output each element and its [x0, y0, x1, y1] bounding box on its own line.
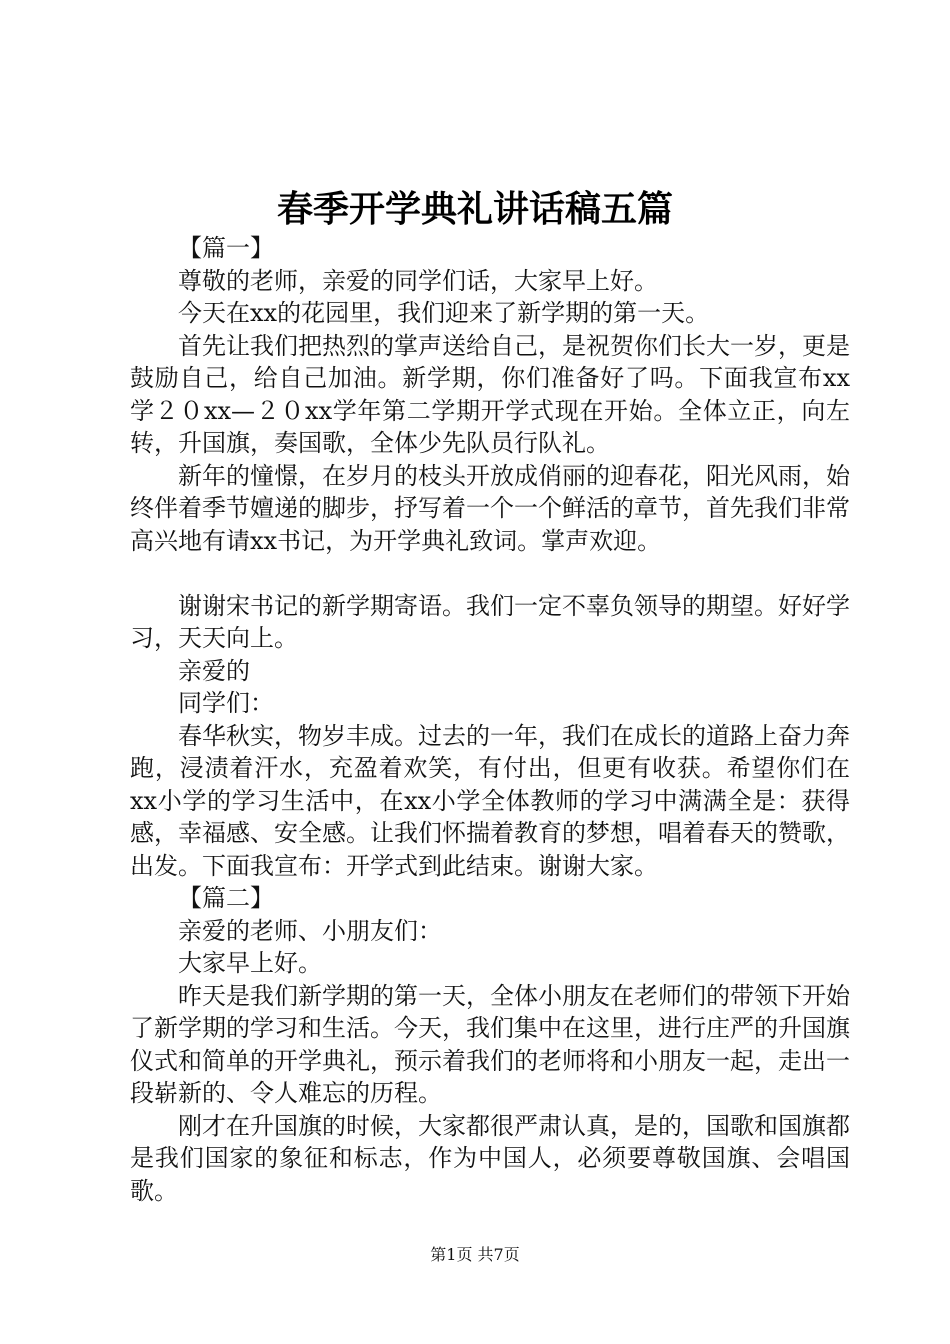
paragraph: 亲爱的老师、小朋友们： — [178, 916, 442, 945]
paragraph: 新年的憧憬，在岁月的枝头开放成俏丽的迎春花，阳光风雨，始终伴着季节嬗递的脚步，抒写着一个一个鲜活的章节，首先我们非常高兴地有请xx书记，为开学典礼致词。掌声欢迎。 — [130, 461, 850, 555]
paragraph: 同学们： — [178, 689, 274, 717]
paragraph: 首先让我们把热烈的掌声送给自己，是祝贺你们长大一岁，更是鼓励自己，给自己加油。新学期，你们准备好了吗。下面我宣布xx学２０xx—２０xx学年第二学期开学式现在开始。全体立正，向左转，升国旗，奏国歌，全体少先队员行队礼。 — [130, 331, 850, 457]
paragraph: 昨天是我们新学期的第一天，全体小朋友在老师们的带领下开始了新学期的学习和生活。今天，我们集中在这里，进行庄严的升国旗仪式和简单的开学典礼，预示着我们的老师将和小朋友一起，走出一段崭新的、令人难忘的历程。 — [130, 981, 850, 1107]
document-body — [130, 232, 850, 1207]
paragraph: 刚才在升国旗的时候，大家都很严肃认真，是的，国歌和国旗都是我们国家的象征和标志，作为中国人，必须要尊敬国旗、会唱国歌。 — [130, 1111, 850, 1205]
paragraph: 谢谢宋书记的新学期寄语。我们一定不辜负领导的期望。好好学习，天天向上。 — [130, 591, 850, 652]
section-heading-1: 【篇一】 — [178, 234, 274, 262]
blank-line — [130, 557, 850, 590]
paragraph: 亲爱的 — [178, 656, 250, 685]
section-heading-2: 【篇二】 — [178, 884, 274, 912]
paragraph: 今天在xx的花园里，我们迎来了新学期的第一天。 — [178, 299, 710, 327]
page-footer: 第1页 共7页 — [430, 1245, 520, 1264]
paragraph: 大家早上好。 — [178, 949, 322, 977]
document-title: 春季开学典礼讲话稿五篇 — [276, 188, 673, 230]
paragraph: 春华秋实，物岁丰成。过去的一年，我们在成长的道路上奋力奔跑，浸渍着汗水，充盈着欢笑，有付出，但更有收获。希望你们在xx小学的学习生活中，在xx小学全体教师的学习中满满全是：获得感，幸福感、安全感。让我们怀揣着教育的梦想，唱着春天的赞歌，出发。下面我宣布：开学式到此结束。谢谢大家。 — [130, 721, 850, 880]
paragraph: 尊敬的老师，亲爱的同学们话，大家早上好。 — [178, 266, 658, 295]
